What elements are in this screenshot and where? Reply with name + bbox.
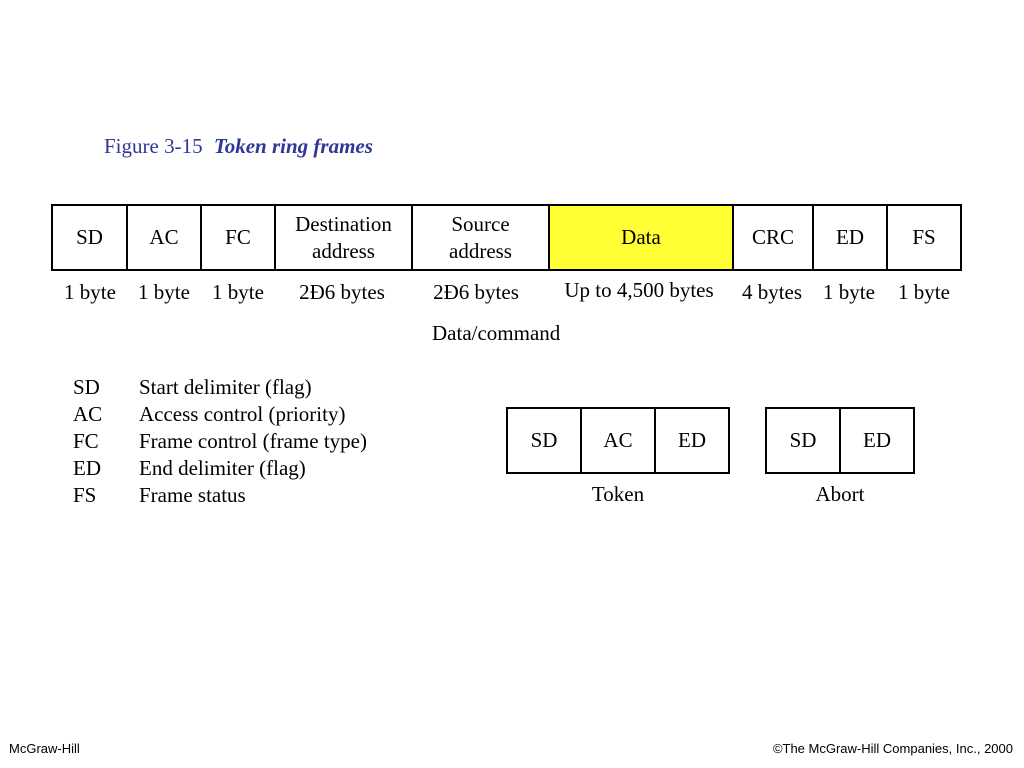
legend-item	[73, 428, 367, 455]
legend-item	[73, 455, 367, 482]
token-frame	[506, 407, 730, 474]
size-source-address: 2Ð6 bytes	[433, 280, 519, 304]
figure-subtitle: Token ring frames	[213, 134, 373, 158]
legend-text: Frame status	[139, 483, 246, 507]
size-destination-address: 2Ð6 bytes	[299, 280, 385, 304]
legend-abbr: SD	[73, 375, 100, 399]
legend-item	[73, 374, 367, 401]
token-field-sd: SD	[508, 409, 582, 472]
field-source-address: Source address	[413, 206, 550, 269]
footer-publisher: McGraw-Hill	[9, 741, 80, 756]
footer-copyright: ©The McGraw-Hill Companies, Inc., 2000	[772, 741, 1013, 756]
token-caption: Token	[591, 482, 645, 506]
field-ac: AC	[128, 206, 202, 269]
legend-abbr: FC	[73, 429, 99, 453]
legend-item	[73, 482, 367, 509]
legend-text: Frame control (frame type)	[139, 429, 367, 453]
abort-frame	[765, 407, 915, 474]
field-fc: FC	[202, 206, 276, 269]
size-crc: 4 bytes	[741, 280, 803, 304]
legend-text: Start delimiter (flag)	[139, 375, 312, 399]
token-field-ed: ED	[656, 409, 730, 472]
legend-abbr: AC	[73, 402, 103, 426]
legend	[73, 374, 367, 509]
size-ac: 1 byte	[138, 280, 190, 304]
figure-number: Figure 3-15	[104, 134, 203, 158]
size-data: Up to 4,500 bytes	[564, 278, 714, 302]
field-ed: ED	[814, 206, 888, 269]
token-field-ac: AC	[582, 409, 656, 472]
legend-text: End delimiter (flag)	[139, 456, 306, 480]
data-command-caption: Data/command	[432, 321, 561, 345]
field-destination-address: Destination address	[276, 206, 413, 269]
size-sd: 1 byte	[64, 280, 116, 304]
field-fs: FS	[888, 206, 962, 269]
field-crc: CRC	[734, 206, 814, 269]
data-command-frame	[51, 204, 962, 271]
abort-caption: Abort	[815, 482, 865, 506]
field-data: Data	[550, 206, 734, 269]
size-fs: 1 byte	[898, 280, 950, 304]
figure-title	[104, 134, 373, 159]
legend-item	[73, 401, 367, 428]
abort-field-ed: ED	[841, 409, 915, 472]
legend-abbr: FS	[73, 483, 97, 507]
field-sd: SD	[53, 206, 128, 269]
size-ed: 1 byte	[823, 280, 875, 304]
size-fc: 1 byte	[212, 280, 264, 304]
legend-text: Access control (priority)	[139, 402, 346, 426]
abort-field-sd: SD	[767, 409, 841, 472]
legend-abbr: ED	[73, 456, 101, 480]
